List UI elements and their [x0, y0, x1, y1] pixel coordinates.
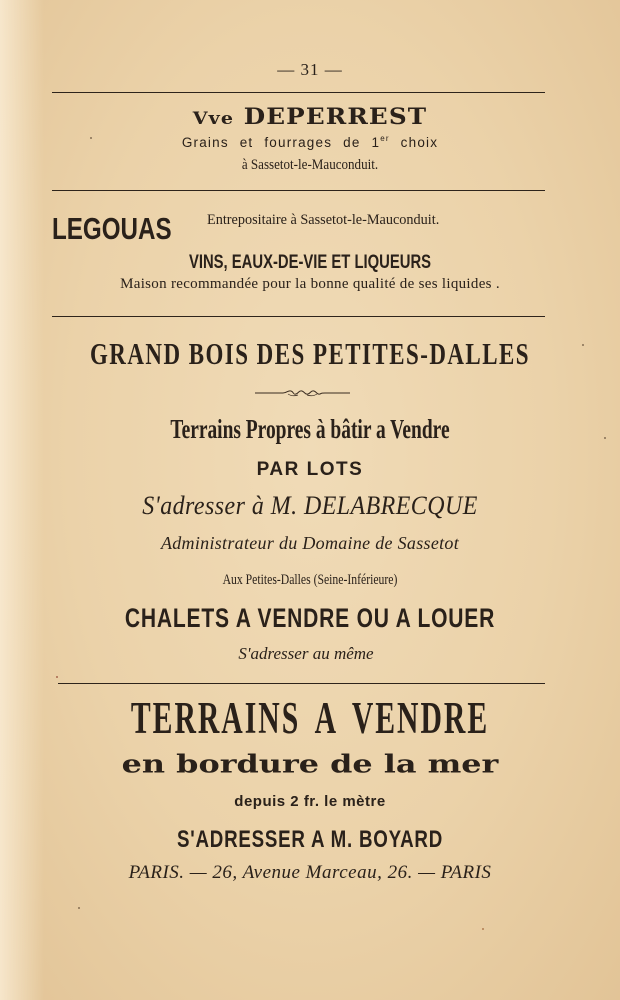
- paper-speck: [78, 907, 80, 909]
- advert-location: Aux Petites-Dalles (Seine-Inférieure): [222, 572, 398, 588]
- divider-rule: [58, 683, 545, 684]
- advert-address: PARIS. — 26, Avenue Marceau, 26. — PARIS: [128, 862, 492, 883]
- advert-products: VINS, EAUX-DE-VIE ET LIQUEURS: [188, 252, 432, 273]
- divider-rule: [52, 190, 545, 191]
- title-name: DEPERREST: [243, 104, 428, 130]
- advert-chalets-contact: S'adresser au même: [238, 644, 374, 663]
- paper-speck: [582, 344, 584, 346]
- paper-speck: [56, 676, 58, 678]
- advert-tagline: Maison recommandée pour la bonne qualité de ses liquides .: [120, 276, 500, 292]
- paper-speck: [482, 928, 484, 930]
- advert-description: [0, 134, 620, 150]
- advert-contact-role: Administrateur du Domaine de Sassetot: [160, 533, 460, 553]
- advert-chalets: CHALETS A VENDRE OU A LOUER: [124, 603, 496, 633]
- paper-speck: [604, 437, 606, 439]
- advert-offer: Terrains Propres à bâtir a Vendre: [170, 414, 450, 444]
- advert-contact: S'adresser à M. DELABRECQUE: [142, 491, 478, 520]
- page-number: — 31 —: [277, 60, 343, 79]
- description-end: choix: [400, 135, 439, 150]
- title-prefix: Vve: [192, 109, 235, 129]
- paper-speck: [90, 137, 92, 139]
- divider-rule: [52, 92, 545, 93]
- advert-subtitle: Entrepositaire à Sassetot-le-Mauconduit.: [207, 212, 440, 228]
- advert-title: [0, 104, 620, 130]
- advert-subtitle: en bordure de la mer: [121, 750, 499, 779]
- advert-lots: PAR LOTS: [256, 459, 364, 480]
- advert-title: TERRAINS A VENDRE: [130, 693, 490, 743]
- advert-title: LEGOUAS: [52, 211, 172, 246]
- description-text: Grains et fourrages de 1: [181, 135, 381, 150]
- divider-rule: [52, 316, 545, 317]
- advert-title: GRAND BOIS DES PETITES-DALLES: [89, 336, 531, 371]
- ordinal-superscript: er: [380, 134, 390, 143]
- advert-price: depuis 2 fr. le mètre: [234, 793, 386, 810]
- flourish-ornament-icon: [255, 387, 350, 399]
- advert-location: à Sassetot-le-Mauconduit.: [241, 157, 379, 173]
- advert-contact: S'ADRESSER A M. BOYARD: [176, 826, 444, 853]
